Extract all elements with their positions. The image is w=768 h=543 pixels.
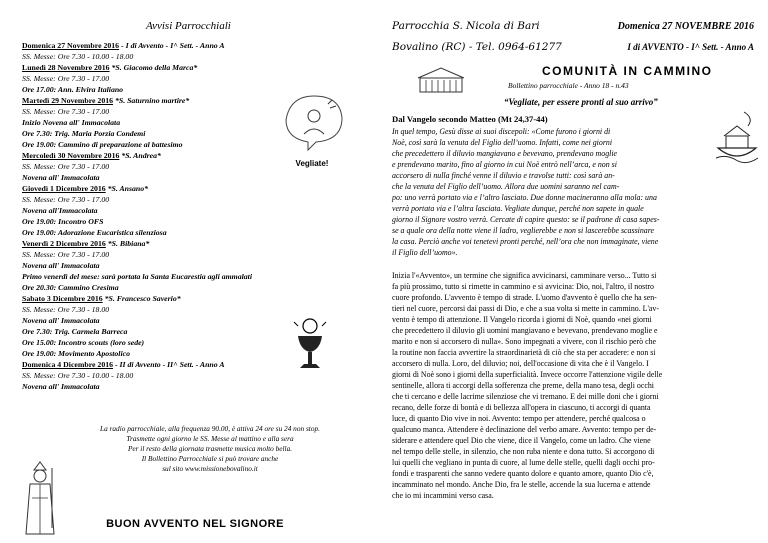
reflection-line: accorsero di nulla. Loro, del diluvio; noi, dell'occasione di vita che è il Vangelo. I (392, 359, 649, 368)
schedule-text: *S. Ansano* (105, 184, 149, 193)
schedule-text: Ore 7.30: Trig. Carmela Barreca (22, 327, 128, 336)
schedule-line (22, 183, 362, 194)
schedule-text: *S. Giacomo della Marca* (109, 63, 198, 72)
gospel-line: accorsero di nulla finché venne il diluvio e travolse tutti: così sarà an- (392, 171, 615, 180)
schedule-text: Mercoledì 30 Novembre 2016 (22, 151, 120, 160)
schedule-text: Novena all' Immacolata (22, 173, 100, 182)
reflection-line: che ti cercano e delle lacrime silenziose che vi tremano. E dei mille doni che i giorni (392, 392, 659, 401)
schedule-line (22, 194, 362, 205)
reflection-line: qualcuno manca. Attendere è declinazione del verbo amare. Avvento: tempo per de- (392, 425, 657, 434)
schedule-text: Novena all' Immacolata (22, 316, 100, 325)
reflection-line: Inizia l'«Avvento», un termine che significa avvicinarsi, camminare verso... Tutto si (392, 271, 657, 280)
schedule-text: Ore 20.30: Cammino Cresima (22, 283, 119, 292)
schedule-line (22, 260, 362, 271)
reflection-line: la routine non faccia avvertire la straordinarietà di ciò che sta per accadere: e non si (392, 348, 656, 357)
schedule-line (22, 73, 362, 84)
schedule-text: Ore 7.30: Trig. Maria Porzia Condemi (22, 129, 146, 138)
schedule-text: Domenica 27 Novembre 2016 (22, 41, 120, 50)
gospel-line: che precedettero il diluvio mangiavano e bevevano, prendevano moglie (392, 149, 618, 158)
bulletin-title: COMUNITÀ IN CAMMINO (542, 64, 713, 78)
gospel-line: che la venuta del Figlio dell’uomo. Allora due uomini saranno nel cam- (392, 182, 620, 191)
schedule-text: Ore 19.00: Movimento Apostolico (22, 349, 130, 358)
schedule-text: *S. Saturnino martire* (113, 96, 190, 105)
schedule-text: *S. Bibiana* (105, 239, 150, 248)
church-icon (416, 66, 466, 94)
schedule-line (22, 216, 362, 227)
radio-note-line: Per il resto della giornata trasmette musica molto bella. (127, 444, 293, 453)
schedule-text: Novena all' Immacolata (22, 261, 100, 270)
radio-note-line: Trasmette ogni giorno le SS. Messe al mattino e alla sera (126, 434, 294, 443)
reflection-line: vento è tempo di attenzione. Il Vangelo ricorda i giorni di Noè, quando «nei giorni (392, 315, 652, 324)
schedule-text: SS. Messe: Ore 7.30 - 17.00 (22, 250, 110, 259)
schedule-text: *S. Francesco Saverio* (102, 294, 181, 303)
reflection-line: giorni di Noè sono i giorni della superficialità. Invece occorre l'attenzione vigile delle (392, 370, 663, 379)
reflection-line: recano, delle forze di bontà e di bellezza all'opera in ciascuno, ti accorgi di quanta (392, 403, 651, 412)
liturgical-sunday: I di AVVENTO - I^ Sett. - Anno A (627, 42, 754, 52)
gospel-line: Noè, così sarà la venuta del Figlio dell’uomo. Infatti, come nei giorni (392, 138, 613, 147)
schedule-text: Venerdì 2 Dicembre 2016 (22, 239, 106, 248)
schedule-text: SS. Messe: Ore 7.30 - 17.00 (22, 74, 110, 83)
noah-ark-icon (714, 108, 760, 168)
reflection-line: sentinelle, allora ti accorgi della sofferenza che preme, della mano tesa, degli occhi (392, 381, 654, 390)
schedule-line (22, 51, 362, 62)
schedule-text: SS. Messe: Ore 7.30 - 17.00 (22, 107, 110, 116)
radio-note (60, 424, 360, 474)
parish-address: Bovalino (RC) - Tel. 0964-61277 (392, 41, 562, 53)
schedule-text: Domenica 4 Dicembre 2016 (22, 360, 114, 369)
schedule-line (22, 249, 362, 260)
schedule-text: Inizio Novena all' Immacolata (22, 118, 121, 127)
schedule-line (22, 271, 362, 282)
reflection-line: che io mi incammini verso casa. (392, 491, 494, 500)
gospel-title: Dal Vangelo secondo Matteo (Mt 24,37-44) (392, 114, 548, 124)
schedule-line (22, 293, 362, 304)
closing-greeting: BUON AVVENTO NEL SIGNORE (106, 518, 284, 530)
schedule-line (22, 205, 362, 216)
reflection-line: nel tempo delle stelle, in silenzio, che non ruba niente e dona tutto. Si accorgono di (392, 447, 655, 456)
schedule-text: - I di Avvento - I^ Sett. - Anno A (119, 41, 225, 50)
schedule-line (22, 381, 362, 392)
chalice-icon (292, 316, 328, 374)
reflection-line: luce, di quanto Dio vive in noi. Avvento: tempo per attendere, perché qualcosa o (392, 414, 646, 423)
schedule-text: Novena all' Immacolata (22, 382, 100, 391)
reflection-line: fa più prossimo, tutto si rimette in cammino e si avvicina: Dio, noi, l'altro, il nostro (392, 282, 654, 291)
reflection-line: lui quelli che vegliano in punta di cuore, al lume delle stelle, quelli dagli occhi pro- (392, 458, 655, 467)
schedule-text: Lunedì 28 Novembre 2016 (22, 63, 110, 72)
schedule-text: Martedì 29 Novembre 2016 (22, 96, 114, 105)
notices-title: Avvisi Parrocchiali (146, 20, 231, 32)
schedule-line (22, 282, 362, 293)
radio-note-line: sul sito www.missionebovalino.it (162, 464, 258, 473)
motto: “Vegliate, per essere pronti al suo arrivo” (504, 97, 658, 107)
schedule-text: SS. Messe: Ore 7.30 - 10.00 - 18.00 (22, 371, 134, 380)
schedule-text: Novena all'Immacolata (22, 206, 98, 215)
gospel-text (392, 126, 742, 258)
schedule-text: Ore 19.00: Incontro OFS (22, 217, 104, 226)
schedule-text: SS. Messe: Ore 7.30 - 10.00 - 18.00 (22, 52, 134, 61)
schedule-text: Giovedì 1 Dicembre 2016 (22, 184, 106, 193)
gospel-line: e prendevano marito, fino al giorno in cui Noè entrò nell’arca, e non si (392, 160, 617, 169)
gospel-line: la casa. Perciò anche voi tenetevi pronti perché, nell’ora che non immaginate, viene (392, 237, 659, 246)
parish-name: Parrocchia S. Nicola di Bari (392, 20, 540, 32)
schedule-line (22, 62, 362, 73)
reflection-line: tieri nel cuore, percorsi dai passi di Dio, e che a sua volta si mette in cammino. L'av- (392, 304, 659, 313)
schedule-text: - II di Avvento - II^ Sett. - Anno A (113, 360, 225, 369)
gospel-line: se a quale ora della notte viene il ladro, veglierebbe e non si lascerebbe scassinare (392, 226, 655, 235)
schedule-text: Sabato 3 Dicembre 2016 (22, 294, 103, 303)
schedule-text: *S. Andrea* (119, 151, 161, 160)
schedule-text: Ore 19.00: Cammino di preparazione al battesimo (22, 140, 183, 149)
radio-note-line: La radio parrocchiale, alla frequenza 90.00, è attiva 24 ore su 24 non stop. (100, 424, 320, 433)
gospel-line: giorno il Signore vostro verrà. Cercate di capire questo: se il padrone di casa sapes- (392, 215, 660, 224)
bulletin-subtitle: Bollettino parrocchiale - Anno 18 - n.43 (508, 81, 629, 90)
schedule-line (22, 238, 362, 249)
radio-note-line: Il Bollettino Parrocchiale si può trovare anche (141, 454, 279, 463)
gospel-line: verrà portata via e l’altra lasciata. Vegliate dunque, perché non sapete in quale (392, 204, 644, 213)
gospel-line: po: uno verrà portato via e l’altro lasciato. Due donne macineranno alla mola: una (392, 193, 657, 202)
reflection-line: cuore profondo. L'avvento è tempo di strade. L'uomo d'avvento è quello che ha sen- (392, 293, 657, 302)
reflection-line: fondi e trasparenti che sanno vedere quanto dolore e quanto amore, quanto Dio c'è, (392, 469, 654, 478)
schedule-line (22, 40, 362, 51)
gospel-line: In quel tempo, Gesù disse ai suoi discepoli: «Come furono i giorni di (392, 127, 611, 136)
schedule-line (22, 304, 362, 315)
gospel-line: il Figlio dell’uomo». (392, 248, 458, 257)
schedule-text: Ore 15.00: Incontro scouts (loro sede) (22, 338, 145, 347)
schedule-text: SS. Messe: Ore 7.30 - 17.00 (22, 162, 110, 171)
schedule-text: SS. Messe: Ore 7.30 - 18.00 (22, 305, 110, 314)
reflection-line: incamminato nel mondo. Anche Dio, fra le stelle, accende la sua lucerna e attende (392, 480, 651, 489)
schedule-text: Primo venerdì del mese: sarà portata la Santa Eucarestia agli ammalati (22, 272, 253, 281)
schedule-text: SS. Messe: Ore 7.30 - 17.00 (22, 195, 110, 204)
reflection-line: marito e non si accorsero di nulla». Sono impegnati a vivere, con il rischio però che (392, 337, 657, 346)
reflection-line: che precedettero il diluvio gli uomini mangiavano e bevevano, prendevano moglie e (392, 326, 658, 335)
schedule-line (22, 227, 362, 238)
schedule-text: Ore 17.00: Ann. Elvira Italiano (22, 85, 124, 94)
vegliate-label: Vegliate! (295, 159, 329, 168)
right-column (384, 0, 768, 543)
bulletin-date: Domenica 27 NOVEMBRE 2016 (617, 21, 754, 32)
vegliate-illustration (280, 90, 350, 152)
reflection-text (392, 270, 764, 501)
schedule-text: Ore 19.00: Adorazione Eucaristica silenziosa (22, 228, 167, 237)
saint-nicholas-icon (20, 458, 60, 538)
reflection-line: siderare e attendere quel Dio che viene, dice il Vangelo, come un ladro. Che viene (392, 436, 651, 445)
